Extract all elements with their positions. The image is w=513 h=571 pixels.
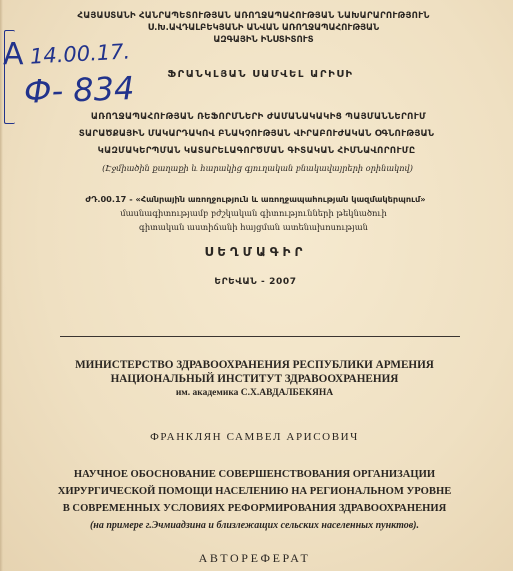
russian-institution-line-3: им. академика С.Х.АВДАЛБЕКЯНА [175, 388, 334, 398]
armenian-institution-line-1: ՀԱՅԱՍՏԱՆԻ ՀԱՆՐԱՊԵՏՈՒԹՅԱՆ ԱՌՈՂՋԱՊԱՀՈՒԹՅԱՆ ՆԱԽԱՐԱՐՈՒԹՅՈՒՆ [77, 11, 430, 21]
armenian-document-type: ՍԵՂՄԱԳԻՐ [204, 245, 307, 259]
armenian-institution-line-2: Ս.Խ.ԱՎԴԱԼԲԵԿՅԱՆԻ ԱՆՎԱՆ ԱՌՈՂՋԱՊԱՀՈՒԹՅԱՆ [147, 23, 380, 33]
armenian-author-name: ՖՐԱՆԿԼՅԱՆ ՍԱՄՎԵԼ ԱՐԻՍԻ [167, 69, 354, 80]
armenian-city-year: ԵՐԵՎԱՆ - 2007 [214, 277, 297, 287]
armenian-specialty-line-3: գիտական աստիճանի հայցման ատենախոսության [139, 222, 368, 232]
russian-institution-line-1: МИНИСТЕРСТВО ЗДРАВООХРАНЕНИЯ РЕСПУБЛИКИ АРМЕНИЯ [75, 359, 434, 371]
armenian-title-line-1: ԱՌՈՂՋԱՊԱՀՈՒԹՅԱՆ ՌԵՖՈՐՄՆԵՐԻ ԺԱՄԱՆԱԿԱԿԻՑ ՊԱՅՄԱՆՆԵՐՈՒՄ [90, 112, 427, 122]
armenian-specialty-line-2: մասնագիտությամբ բժշկական գիտությունների թեկնածուի [120, 208, 387, 218]
russian-author-name: ФРАНКЛЯН САМВЕЛ АРИСОВИЧ [150, 431, 359, 443]
russian-title-line-2: ХИРУРГИЧЕСКОЙ ПОМОЩИ НАСЕЛЕНИЮ НА РЕГИОНАЛЬНОМ УРОВНЕ [57, 486, 452, 497]
russian-document-type: АВТОРЕФЕРАТ [198, 551, 311, 565]
armenian-subtitle: (Էջմիածին քաղաքի և հարակից գյուղական բնակավայրերի օրինակով) [102, 163, 413, 173]
armenian-institution-line-3: ԱԶԳԱՅԻՆ ԻՆՍՏԻՏՈՒՏ [213, 35, 314, 45]
page-edge-shadow [0, 0, 3, 571]
russian-title-line-1: НАУЧНОЕ ОБОСНОВАНИЕ СОВЕРШЕНСТВОВАНИЯ ОРГАНИЗАЦИИ [73, 469, 436, 480]
handwritten-code: 14.00.17. [29, 39, 131, 69]
russian-institution-line-2: НАЦИОНАЛЬНЫЙ ИНСТИТУТ ЗДРАВООХРАНЕНИЯ [110, 373, 399, 385]
handwritten-shelf-mark: Ф- 834 [23, 69, 135, 111]
russian-title-line-3: В СОВРЕМЕННЫХ УСЛОВИЯХ РЕФОРМИРОВАНИЯ ЗДРАВООХРАНЕНИЯ [62, 503, 447, 514]
handwritten-margin-letter: A [3, 37, 24, 72]
russian-subtitle: (на примере г.Эчмиадзина и близлежащих сельских населенных пунктов). [89, 520, 420, 531]
armenian-specialty-line-1: ԺԴ.00.17 - «Հանրային առողջություն և առողջապահության կազմակերպում» [85, 194, 426, 204]
section-divider-line [60, 336, 460, 337]
armenian-title-line-3: ԿԱԶՄԱԿԵՐՊՄԱՆ ԿԱՏԱՐԵԼԱԳՈՐԾՄԱՆ ԳԻՏԱԿԱՆ ՀԻՄՆԱՎՈՐՈՒՄԸ [97, 146, 416, 156]
armenian-title-line-2: ՏԱՐԱԾՔԱՅԻՆ ՄԱԿԱՐԴԱԿՈՎ ԲՆԱԿՉՈՒԹՅԱՆ ՎԻՐԱԲՈՒԺԱԿԱՆ ՕԳՆՈՒԹՅԱՆ [78, 129, 435, 139]
